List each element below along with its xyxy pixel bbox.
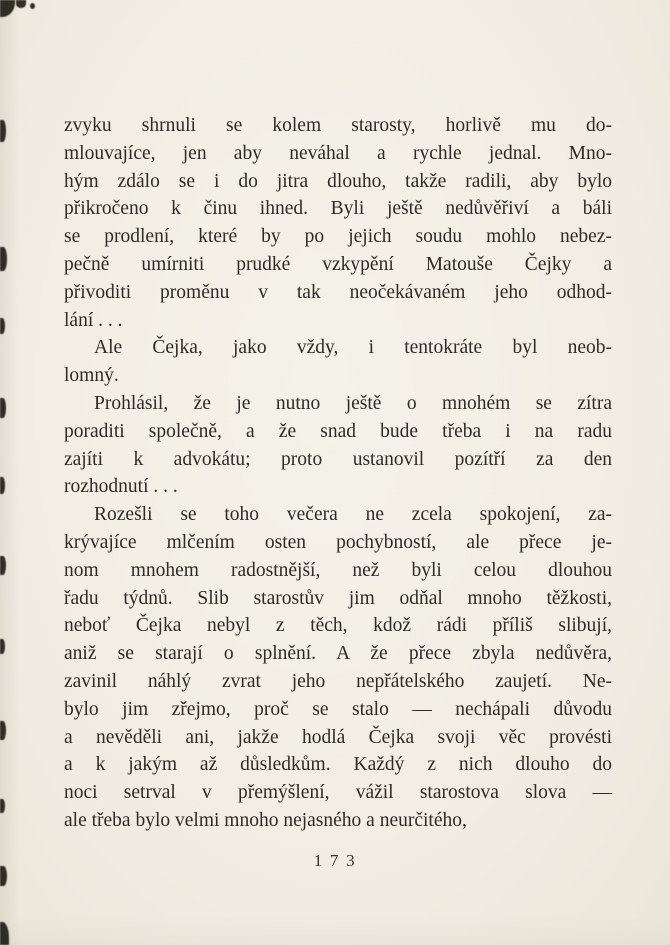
text-line: lání . . . [64,309,123,331]
text-line: zajíti k advokátu; proto ustanovil pozítří za den [64,448,612,470]
text-line: se prodlení, které by po jejich soudu mohlo nebez- [64,226,612,248]
text-line: rozhodnutí . . . [64,476,178,498]
paragraph [64,390,612,501]
scan-mark [0,556,6,575]
paragraph [64,334,612,390]
scan-mark [0,799,5,813]
text-line: zavinil náhlý zvrat jeho nepřátelského zaujetí. Ne- [64,670,612,692]
text-line: ale třeba bylo velmi mnoho nejasného a neurčitého, [64,809,467,831]
text-line: přivoditi proměnu v tak neočekávaném jeho odhod- [64,281,612,303]
scan-mark [0,318,5,334]
scan-mark [0,398,6,418]
page-number: 173 [313,851,363,870]
text-line: krývajíce mlčením osten pochybností, ale přece je- [64,531,612,553]
scan-mark [0,866,7,886]
text-block [64,112,612,835]
text-line: Rozešli se toho večera ne zcela spokojení, za- [94,504,612,526]
scan-mark [0,922,9,945]
text-line: řadu týdnů. Slib starostův jim odňal mnoho těžkosti, [64,587,612,609]
scan-mark [0,477,5,494]
scan-mark [0,120,6,142]
text-line: neboť Čejka nebyl z těch, kdož rádi příliš slibují, [64,615,612,637]
text-line: Ale Čejka, jako vždy, i tentokráte byl neob- [94,337,612,359]
text-line: nom mnohem radostnější, než byli celou dlouhou [64,559,612,581]
text-line: pečně umírniti prudké vzkypění Matouše Čejky a [64,253,612,275]
paragraph [64,501,612,835]
text-line: zvyku shrnuli se kolem starosty, horlivě mu do- [64,115,612,136]
text-line: noci setrval v přemýšlení, vážil starostova slova — [64,782,612,804]
paragraph [64,112,612,334]
scan-mark [30,3,35,9]
text-line: poraditi společně, a že snad bude třeba i na radu [64,420,612,442]
scan-mark [0,639,5,654]
scan-mark [16,0,26,8]
text-line: přikročeno k činu ihned. Byli ještě nedůvěřiví a báli [64,198,612,220]
scan-mark [0,721,6,740]
text-line: aniž se starají o splnění. A že přece zbyla nedůvěra, [64,643,612,665]
text-line: hým zdálo se i do jitra dlouho, takže radili, aby bylo [64,170,612,192]
text-line: bylo jim zřejmo, proč se stalo — nechápali důvodu [64,698,612,720]
text-line: a nevěděli ani, jakže hodlá Čejka svoji věc provésti [64,726,612,748]
text-line: mlouvajíce, jen aby neváhal a rychle jednal. Mno- [64,142,612,164]
text-line: lomný. [64,365,119,387]
text-line: a k jakým až důsledkům. Každý z nich dlouho do [64,754,612,776]
scan-mark [0,247,7,271]
scan-mark [0,0,15,17]
text-line: Prohlásil, že je nutno ještě o mnohém se zítra [94,392,612,414]
